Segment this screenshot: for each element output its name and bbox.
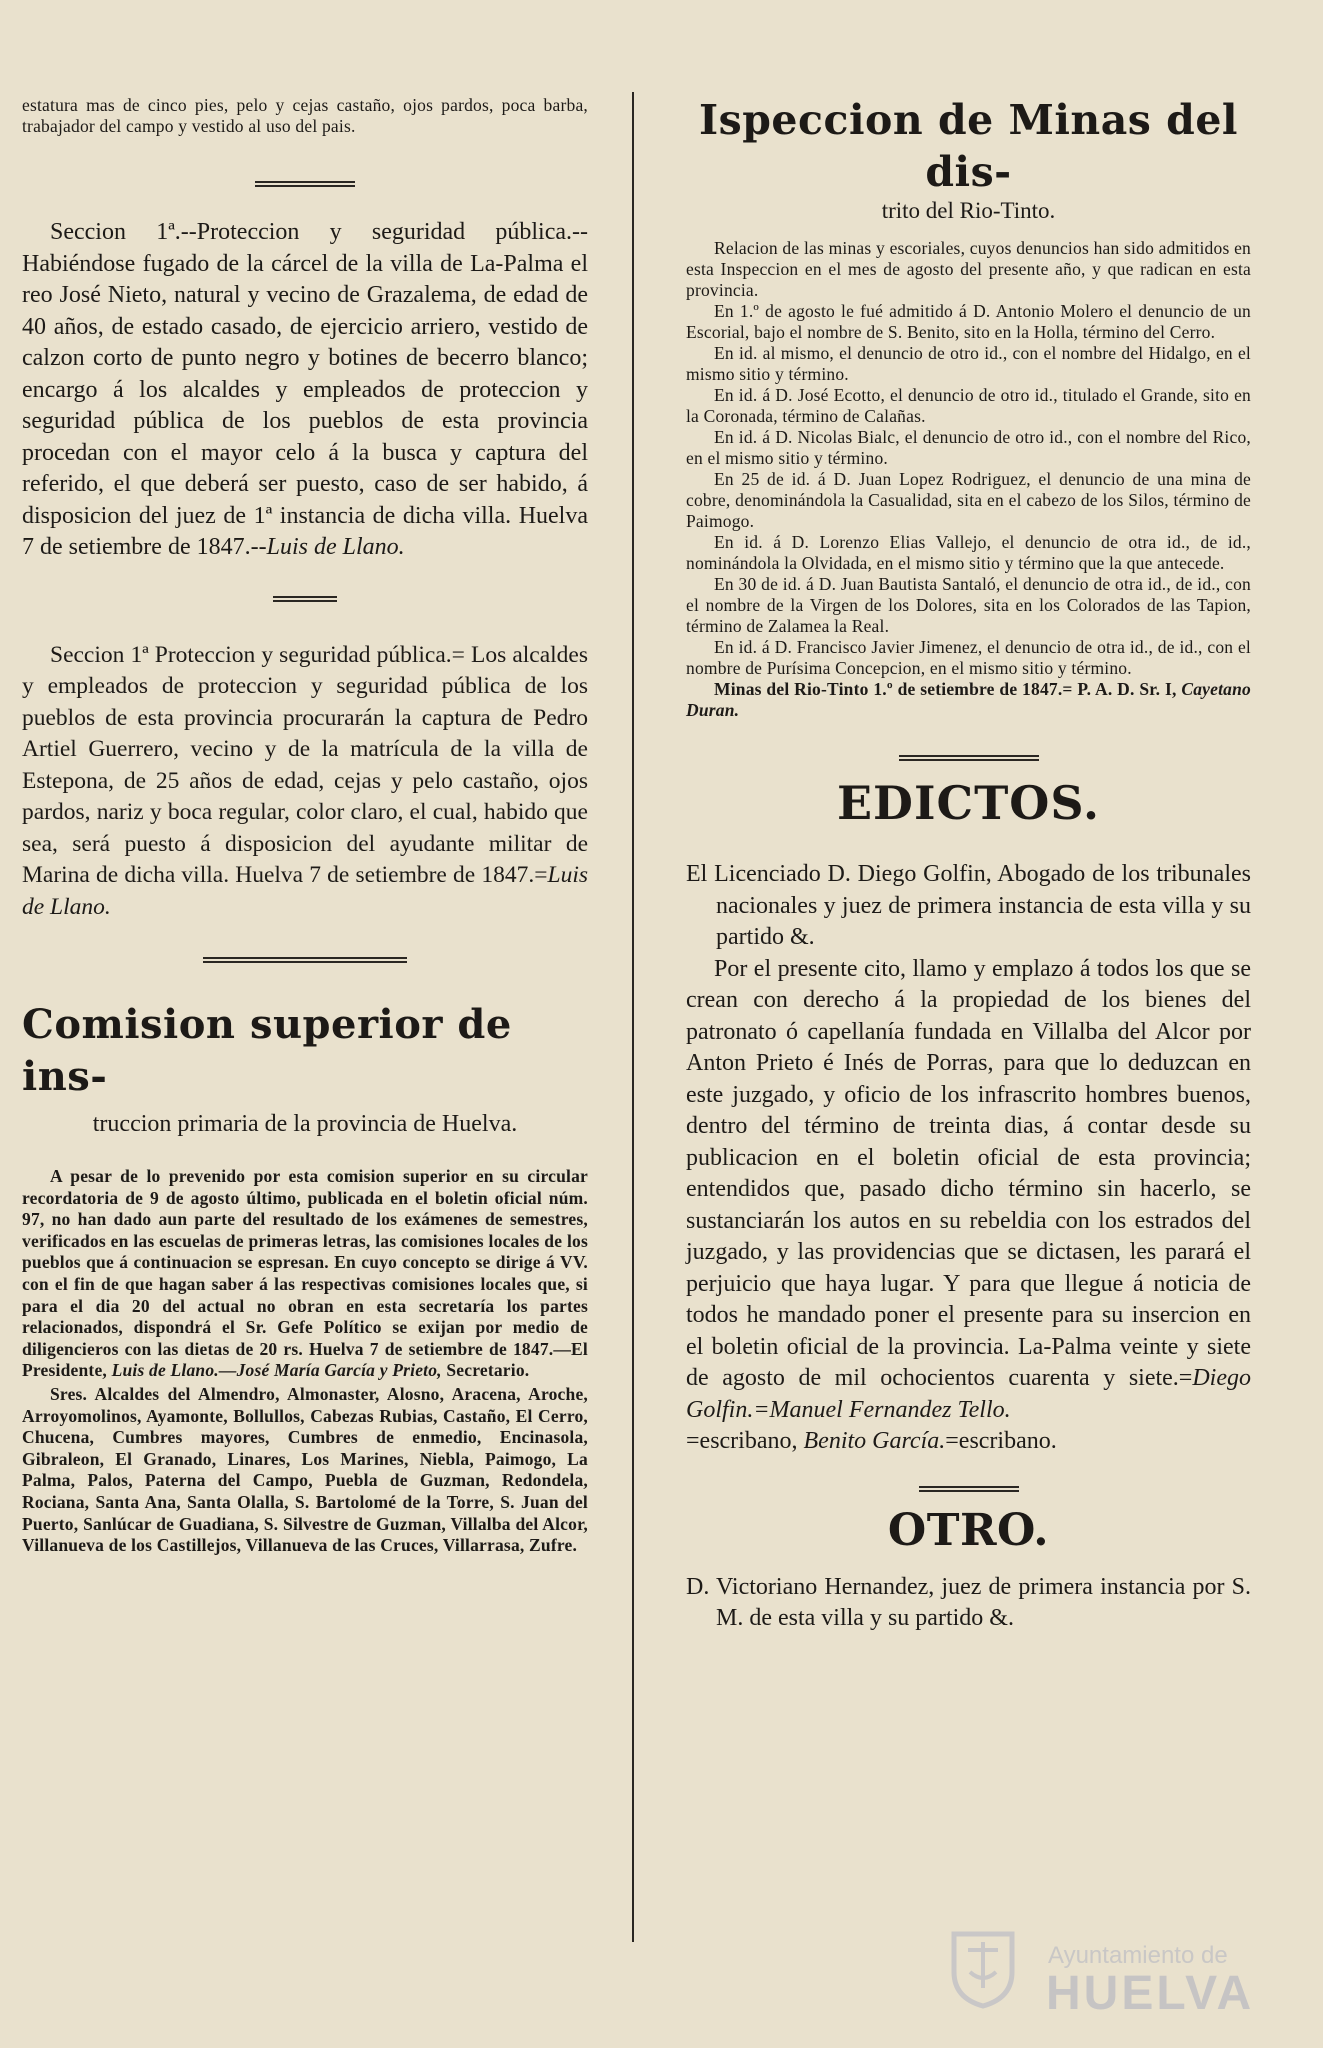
section-rule (919, 1486, 1019, 1492)
notice-pedro-artiel (22, 640, 588, 924)
left-column (22, 92, 588, 1557)
comision-body (22, 1166, 588, 1382)
edicto-body (686, 954, 1251, 1458)
minas-item: En id. á D. Francisco Javier Jimenez, el denuncio de otra id., de id., con el nombre de Purísima Concepcion, en el mismo sitio y término. (686, 637, 1251, 678)
column-divider (632, 92, 634, 1942)
notice-pedro-artiel-text: Seccion 1ª Proteccion y seguridad pública.= Los alcaldes y empleados de proteccion y seguridad pública de los pueblos de esta provincia procurarán la captura de Pedro Artiel Guerrero, vecino y de la matrícula de la villa de Estepona, de 25 años de edad, cejas y pelo castaño, ojos pardos, nariz y boca regular, color claro, el cual, habido que sea, será puesto á disposicion del ayudante militar de Marina de dicha villa. Huelva 7 de setiembre de 1847.= (22, 641, 588, 888)
minas-closing (686, 679, 1251, 721)
otro-heading: OTRO. (887, 1504, 1050, 1556)
comision-body-signature: Luis de Llano.—José María García y Prieto, (111, 1360, 442, 1381)
minas-item: En 30 de id. á D. Juan Bautista Santaló, el denuncio de otra id., de id., con el nombre de la Virgen de los Dolores, sita en los Colorados de las Tapion, término de Zalamea la Real. (686, 574, 1251, 636)
section-rule (899, 755, 1039, 761)
notice-jose-nieto-signature: Luis de Llano. (266, 534, 405, 560)
comision-body-role: Secretario. (446, 1360, 530, 1381)
minas-subheading: trito del Rio-Tinto. (881, 198, 1056, 223)
pueblos-list: Sres. Alcaldes del Almendro, Almonaster, Alosno, Aracena, Aroche, Arroyomolinos, Ayamonte, Bollullos, Cabezas Rubias, Castaño, El Cerro, Chucena, Cumbres mayores, Cumbres de enmedio, Encinasola, Gibraleon, El Granado, Linares, Los Marines, Niebla, Paimogo, La Palma, Palos, Paterna del Campo, Puebla de Guzman, Redondela, Rociana, Santa Ana, Santa Olalla, S. Bartolomé de la Torre, S. Juan del Puerto, Sanlúcar de Guadiana, S. Silvestre de Guzman, Villalba del Alcor, Villanueva de los Castillejos, Villanueva de las Cruces, Villarrasa, Zufre. (22, 1383, 588, 1556)
minas-item: En 25 de id. á D. Juan Lopez Rodriguez, el denuncio de una mina de cobre, denominándola la Casualidad, sita en el cabezo de los Silos, término de Paimogo. (686, 469, 1251, 531)
minas-item: En id. á D. José Ecotto, el denuncio de otro id., titulado el Grande, sito en la Coronada, término de Calañas. (686, 385, 1251, 426)
minas-item: En id. á D. Nicolas Bialc, el denuncio de otro id., con el nombre del Rico, en el mismo sitio y término. (686, 427, 1251, 468)
intro-paragraph: estatura mas de cinco pies, pelo y cejas castaño, ojos pardos, poca barba, trabajador del campo y vestido al uso del pais. (22, 95, 588, 136)
notice-pedro-artiel-signature: Luis de Llano. (22, 862, 588, 920)
edicto-role: =escribano, (686, 1428, 798, 1454)
comision-heading: Comision superior de ins- (22, 1001, 512, 1100)
edicto-role: =escribano. (945, 1428, 1057, 1454)
minas-signature: Cayetano Duran. (686, 679, 1251, 720)
edicto-header: El Licenciado D. Diego Golfin, Abogado de los tribunales nacionales y juez de primera instancia de esta villa y su partido &. (686, 861, 1251, 950)
notice-jose-nieto-text: Seccion 1ª.--Proteccion y seguridad pública.-- Habiéndose fugado de la cárcel de la villa de La-Palma el reo José Nieto, natural y vecino de Grazalema, de edad de 40 años, de estado casado, de ejercicio arriero, vestido de calzon corto de punto negro y botines de becerro blanco; encargo á los alcaldes y empleados de proteccion y seguridad pública de los pueblos de esta provincia procedan con el mayor celo á la busca y captura del referido, el que deberá ser puesto, caso de ser habido, á disposicion del juez de 1ª instancia de dicha villa. Huelva 7 de setiembre de 1847.-- (22, 219, 588, 560)
comision-subheading: truccion primaria de la provincia de Huelva. (92, 1111, 518, 1137)
edicto-signature-clerk: Benito García. (803, 1428, 946, 1454)
watermark (948, 1928, 1255, 2028)
section-rule (203, 957, 407, 963)
right-column (686, 92, 1251, 1635)
watermark-line2: HUELVA (1046, 1967, 1255, 2020)
watermark-line1: Ayuntamiento de (1048, 1942, 1228, 1969)
otro-header: D. Victoriano Hernandez, juez de primera instancia por S. M. de esta villa y su partido &. (686, 1573, 1251, 1631)
edictos-heading: EDICTOS. (837, 776, 1100, 830)
section-rule (273, 596, 337, 602)
minas-item: En 1.º de agosto le fué admitido á D. Antonio Molero el denuncio de un Escorial, bajo el nombre de S. Benito, sito en la Holla, término del Cerro. (686, 301, 1251, 342)
minas-item: En id. al mismo, el denuncio de otro id., con el nombre del Hidalgo, en el mismo sitio y término. (686, 343, 1251, 384)
minas-heading: Ispeccion de Minas del dis- (699, 96, 1238, 196)
minas-closing-text: Minas del Rio-Tinto 1.º de setiembre de 1847.= P. A. D. Sr. I, (714, 679, 1177, 699)
edicto-signature-judge: Diego Golfin.=Manuel Fernandez Tello. (686, 1365, 1251, 1423)
notice-jose-nieto (22, 217, 588, 564)
shield-icon (948, 1928, 1018, 2010)
minas-item: En id. á D. Lorenzo Elias Vallejo, el denuncio de otra id., de id., nominándola la Olvidada, en el mismo sitio y término que la que antecede. (686, 532, 1251, 573)
comision-body-text: A pesar de lo prevenido por esta comision superior en su circular recordatoria de 9 de agosto último, publicada en el boletin oficial núm. 97, no han dado aun parte del resultado de los exámenes de semestres, verificados en las escuelas de primeras letras, las comisiones locales de los pueblos que á continuacion se espresan. En cuyo concepto se dirige á VV. con el fin de que hagan saber á las respectivas comisiones locales que, si para el dia 20 del actual no obran en esta secretaría los partes relacionados, dispondrá el Sr. Gefe Político se exijan por medio de diligencieros con las dietas de 20 rs. Huelva 7 de setiembre de 1847.—El Presidente, (22, 1166, 588, 1381)
minas-intro: Relacion de las minas y escoriales, cuyos denuncios han sido admitidos en esta Inspeccion en el mes de agosto del presente año, y que radican en esta provincia. (686, 238, 1251, 300)
section-rule (255, 181, 355, 187)
edicto-body-text: Por el presente cito, llamo y emplazo á todos los que se crean con derecho á la propiedad de los bienes del patronato ó capellanía fundada en Villalba del Alcor por Anton Prieto é Inés de Porras, para que lo deduzcan en este juzgado, y oficio de los infrascrito hombres buenos, dentro del término de treinta dias, á contar desde su publicacion en el boletin oficial de esta provincia; entendidos que, pasado dicho término sin hacerlo, se sustanciarán los autos en su rebeldia con los estrados del juzgado, y las providencias que se dictasen, les parará el perjuicio que haya lugar. Y para que llegue á noticia de todos he mandado poner el presente para su insercion en el boletin oficial de la provincia. La-Palma veinte y siete de agosto de mil ochocientos cuarenta y siete.= (686, 955, 1251, 1391)
